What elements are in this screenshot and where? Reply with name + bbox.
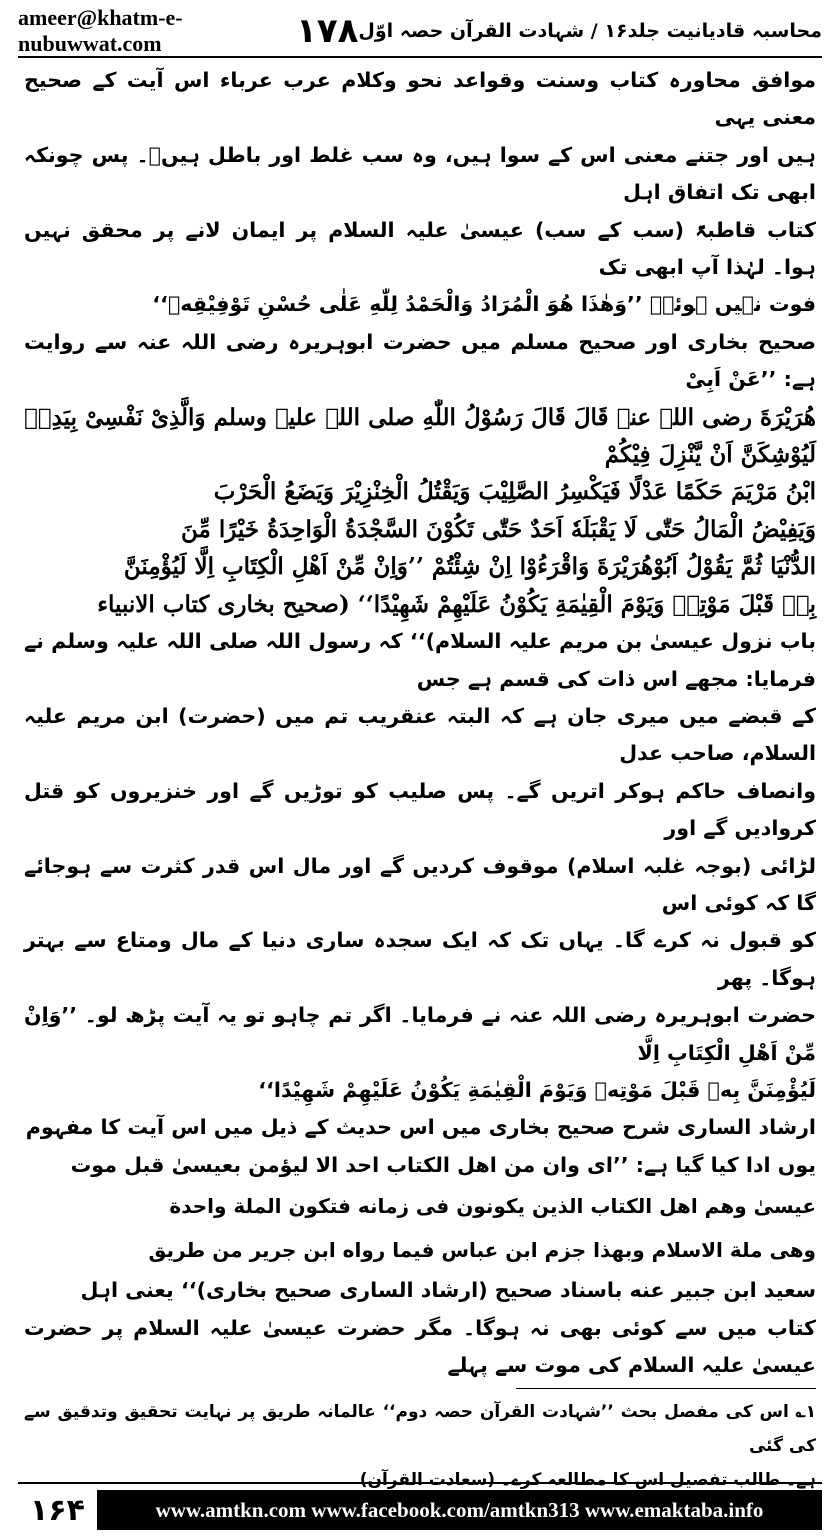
header-page-number: ۱۷۸ (296, 11, 359, 51)
page-header (18, 6, 822, 58)
arabic-irshad-quote: عيسیٰ وهم اهل الكتاب الذين يكونون فی زمانه فتكون الملة واحدة وهی ملة الاسلام وبهذا جزم ابن عباس فيما رواه ابن جرير من طريق (148, 1194, 816, 1263)
footer-page-number: ۱۶۴ (30, 1492, 85, 1528)
paragraph-5: سعید ابن جبیر عنه باسناد صحیح (ارشاد الساری صحیح بخاری)‘‘ یعنی اہل کتاب میں سے کوئی بھی نہ ہوگا۔ مگر حضرت عیسیٰ علیہ السلام پر حضرت عیسیٰ علیہ السلام کی موت سے پہلے (24, 1278, 816, 1377)
paragraph-1: موافق محاورہ کتاب وسنت وقواعد نحو وکلام عرب عرباء اس آیت کے صحیح معنی یہی ہیں اور جتنے معنی اس کے سوا ہیں، وہ سب غلط اور باطل ہیںؔ۔ پس چونکہ ابھی تک اتفاق اہل کتاب قاطبۃً (سب کے سب) عیسیٰ علیہ السلام پر ایمان لانے پر محقق نہیں ہوا۔ لہٰذا آپ ابھی تک فوت نہیں ہوئے۔ ’’وَهٰذَا هُوَ الْمُرَادُ وَالْحَمْدُ لِلّٰهِ عَلٰى حُسْنِ تَوْفِيْقِهٖ‘‘ (24, 68, 816, 317)
paragraph-2: صحیح بخاری اور صحیح مسلم میں حضرت ابوہریرہ رضی اللہ عنہ سے روایت ہے: ’’عَنْ اَبِیْ (24, 329, 816, 392)
footer-links: www.amtkn.com www.facebook.com/amtkn313 www.emaktaba.info (97, 1490, 822, 1530)
footnote: ۱؎ اس کی مفصل بحث ’’شہادت القرآن حصہ دوم‘‘ عالمانہ طریق پر نہایت تحقیق وتدقیق سے کی گئی ہے۔ طالب تفصیل اس کا مطالعہ کرے۔ (سعادت القرآن) (24, 1402, 816, 1491)
arabic-hadith: هُرَيْرَةَ رضی اللہ عنہ قَالَ قَالَ رَسُوْلُ اللّٰهِ صلی اللہ علیہ وسلم وَالَّذِیْ نَفْسِیْ بِيَدِهٖ لَيُوْشِكَنَّ اَنْ يَّنْزِلَ فِيْكُمْ ابْنُ مَرْيَمَ حَكَمًا عَدْلًا فَيَكْسِرُ الصَّلِيْبَ وَيَقْتُلُ الْخِنْزِيْرَ وَيَضَعُ الْحَرْبَ وَيَفِيْضُ الْمَالُ حَتّٰى لَا يَقْبَلَهٗ اَحَدٌ حَتّٰى تَكُوْنَ السَّجْدَةُ الْوَاحِدَةُ خَيْرًا مِّنَ الدُّنْيَا ثُمَّ يَقُوْلُ اَبُوْهُرَيْرَةَ وَاقْرَءُوْا اِنْ شِئْتُمْ ’’وَاِنْ مِّنْ اَهْلِ الْكِتَابِ اِلَّا لَيُؤْمِنَنَّ بِهٖ قَبْلَ مَوْتِهٖ وَيَوْمَ الْقِيٰمَةِ يَكُوْنُ عَلَيْهِمْ شَهِيْدًا‘‘ (صحیح بخاری کتاب الانبیاء (24, 403, 816, 618)
paragraph-4: ارشاد الساری شرح صحیح بخاری میں اس حدیث کے ذیل میں اس آیت کا مفہوم یوں ادا کیا گیا ہے: ’’ای وان من اهل الكتاب احد الا ليؤمن بعيسیٰ قبل موت (25, 1115, 816, 1177)
header-title: محاسبہ قادیانیت جلد۱۶ / شہادت القرآن حصہ اوّل (358, 20, 822, 42)
header-left (18, 5, 358, 57)
paragraph-3: باب نزول عیسیٰ بن مریم علیہ السلام)‘‘ کہ رسول اللہ صلی اللہ علیہ وسلم نے فرمایا: مجھے اس ذات کی قسم ہے جس کے قبضے میں میری جان ہے کہ البتہ عنقریب تم میں (حضرت) ابن مریم علیہ السلام، صاحب عدل وانصاف حاکم ہوکر اتریں گے۔ پس صلیب کو توڑیں گے اور خنزیروں کو قتل کروادیں گے اور لڑائی (بوجہ غلبہ اسلام) موقوف کردیں گے اور مال اس قدر کثرت سے ہوجائے گا کہ کوئی اس کو قبول نہ کرے گا۔ یہاں تک کہ ایک سجدہ ساری دنیا کے مال ومتاع سے بہتر ہوگا۔ پھر حضرت ابوہریرہ رضی اللہ عنہ نے فرمایا۔ اگر تم چاہو تو یہ آیت پڑھ لو۔ ’’وَاِنْ مِّنْ اَهْلِ الْكِتَابِ اِلَّا لَيُؤْمِنَنَّ بِهٖ قَبْلَ مَوْتِهٖ وَيَوْمَ الْقِيٰمَةِ يَكُوْنُ عَلَيْهِمْ شَهِيْدًا‘‘ (24, 629, 816, 1102)
page-footer (18, 1482, 822, 1536)
footnote-separator (516, 1388, 816, 1389)
page-body (24, 62, 816, 1491)
header-email: ameer@khatm-e-nubuwwat.com (18, 5, 183, 56)
